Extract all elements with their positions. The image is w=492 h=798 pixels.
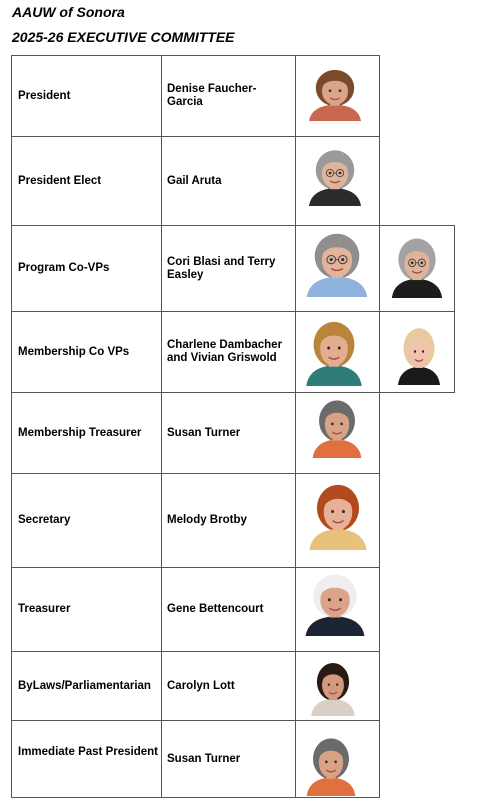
member-name: Susan Turner [167,426,241,439]
role-cell [11,720,162,798]
member-photo [304,66,366,121]
member-photo [302,734,360,796]
role-label: Immediate Past President [18,746,158,758]
role-label: Program Co-VPs [18,262,110,274]
member-photo [304,480,372,550]
member-photo [300,570,370,636]
member-name: Denise Faucher-Garcia [167,83,257,108]
org-title: AAUW of Sonora [12,4,125,20]
member-photo [308,396,366,458]
role-label: Secretary [18,514,71,526]
member-photo [394,324,444,385]
member-name: Susan Turner [167,752,241,765]
member-photo [304,146,366,206]
committee-title: 2025-26 EXECUTIVE COMMITTEE [12,29,235,45]
member-photo [301,317,367,386]
member-photo [301,229,373,297]
role-label: President [18,89,71,102]
member-name: Carolyn Lott [167,679,235,692]
member-photo [307,659,359,716]
role-label: Membership Co VPs [18,345,130,358]
member-name: Melody Brotby [167,514,247,526]
member-name: Cori Blasi and Terry Easley [167,255,276,281]
role-label: ByLaws/Parliamentarian [18,679,151,692]
member-photo [387,234,447,298]
member-name: Charlene Dambacher and Vivian Griswold [167,339,283,364]
role-label: Membership Treasurer [18,426,142,439]
member-name: Gail Aruta [167,174,222,187]
member-name: Gene Bettencourt [167,603,264,615]
role-label: Treasurer [18,603,71,615]
role-label: President Elect [18,174,102,187]
